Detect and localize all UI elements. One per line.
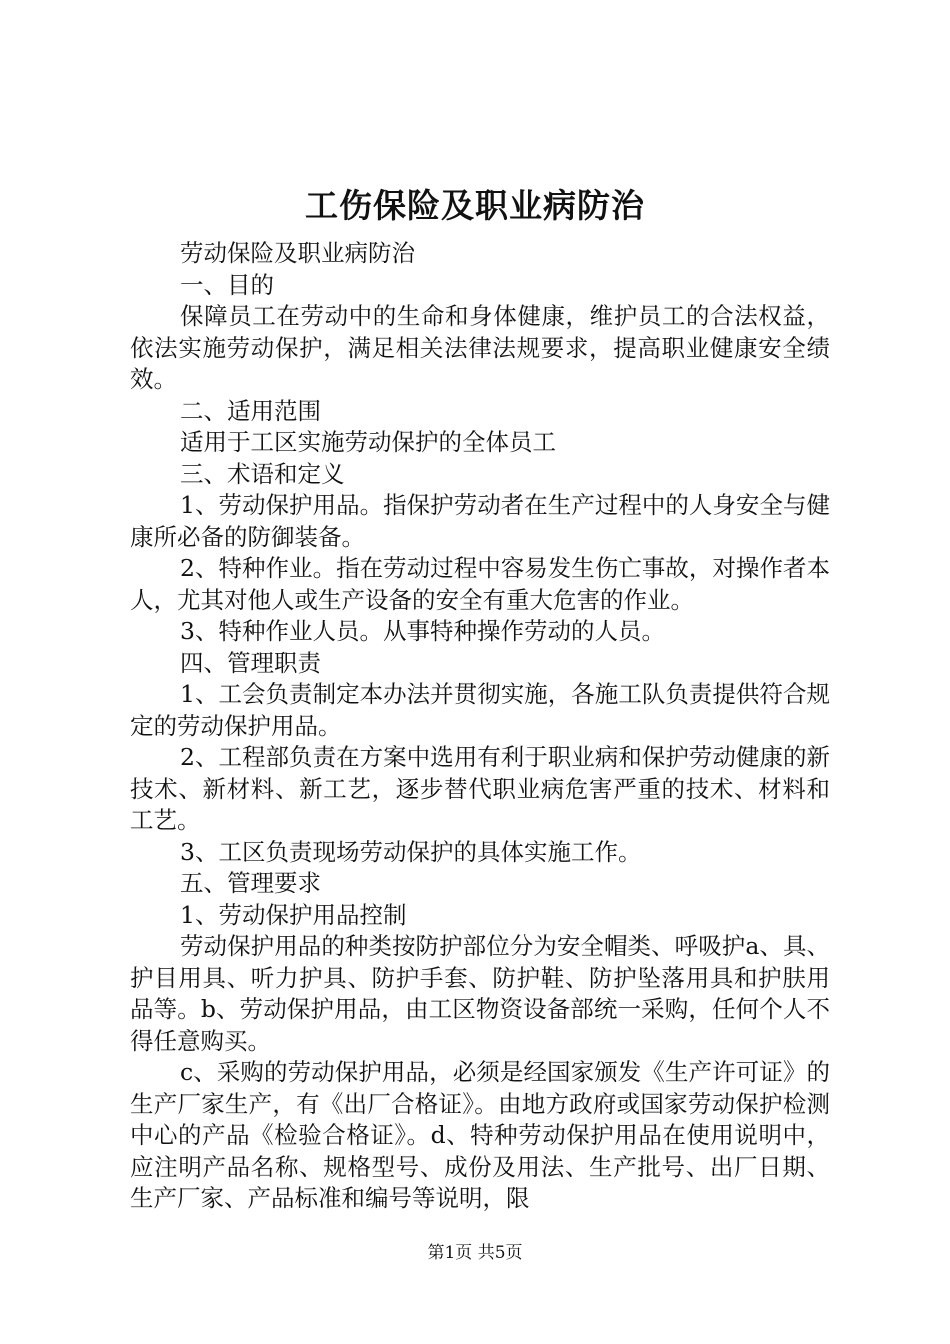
paragraph-ppe-procurement: c、采购的劳动保护用品，必须是经国家颁发《生产许可证》的生产厂家生产，有《出厂合格证》。由地方政府或国家劳动保护检测中心的产品《检验合格证》。d、特种劳动保护用品在使用说明中，应注明产品名称、规格型号、成份及用法、生产批号、出厂日期、生产厂家、产品标准和编号等说明，限 [130,1058,830,1212]
paragraph-responsibility-2: 2、工程部负责在方案中选用有利于职业病和保护劳动健康的新技术、新材料、新工艺，逐步替代职业病危害严重的技术、材料和工艺。 [130,743,830,834]
paragraph-term-1: 1、劳动保护用品。指保护劳动者在生产过程中的人身安全与健康所必备的防御装备。 [130,491,830,551]
subheading-ppe-control: 1、劳动保护用品控制 [180,900,407,929]
section-heading-terms: 三、术语和定义 [180,459,345,488]
document-title: 工伤保险及职业病防治 [305,186,645,225]
paragraph-subtitle: 劳动保险及职业病防治 [180,239,415,267]
section-heading-purpose: 一、目的 [180,270,274,299]
section-heading-responsibilities: 四、管理职责 [180,648,321,677]
paragraph-term-3: 3、特种作业人员。从事特种操作劳动的人员。 [180,617,665,645]
paragraph-purpose: 保障员工在劳动中的生命和身体健康，维护员工的合法权益，依法实施劳动保护，满足相关法律法规要求，提高职业健康安全绩效。 [130,302,830,393]
document-body [130,238,830,1215]
paragraph-responsibility-3: 3、工区负责现场劳动保护的具体实施工作。 [180,837,642,866]
section-heading-scope: 二、适用范围 [180,396,321,425]
section-heading-requirements: 五、管理要求 [180,869,321,897]
paragraph-scope: 适用于工区实施劳动保护的全体员工 [180,428,556,456]
page-footer: 第1页 共5页 [427,1243,523,1263]
paragraph-responsibility-1: 1、工会负责制定本办法并贯彻实施，各施工队负责提供符合规定的劳动保护用品。 [130,680,830,740]
paragraph-ppe-types: 劳动保护用品的种类按防护部位分为安全帽类、呼吸护a、具、护目用具、听力护具、防护手套、防护鞋、防护坠落用具和护肤用品等。b、劳动保护用品，由工区物资设备部统一采购，任何个人不得任意购买。 [130,932,830,1055]
paragraph-term-2: 2、特种作业。指在劳动过程中容易发生伤亡事故，对操作者本人，尤其对他人或生产设备的安全有重大危害的作业。 [130,554,830,614]
